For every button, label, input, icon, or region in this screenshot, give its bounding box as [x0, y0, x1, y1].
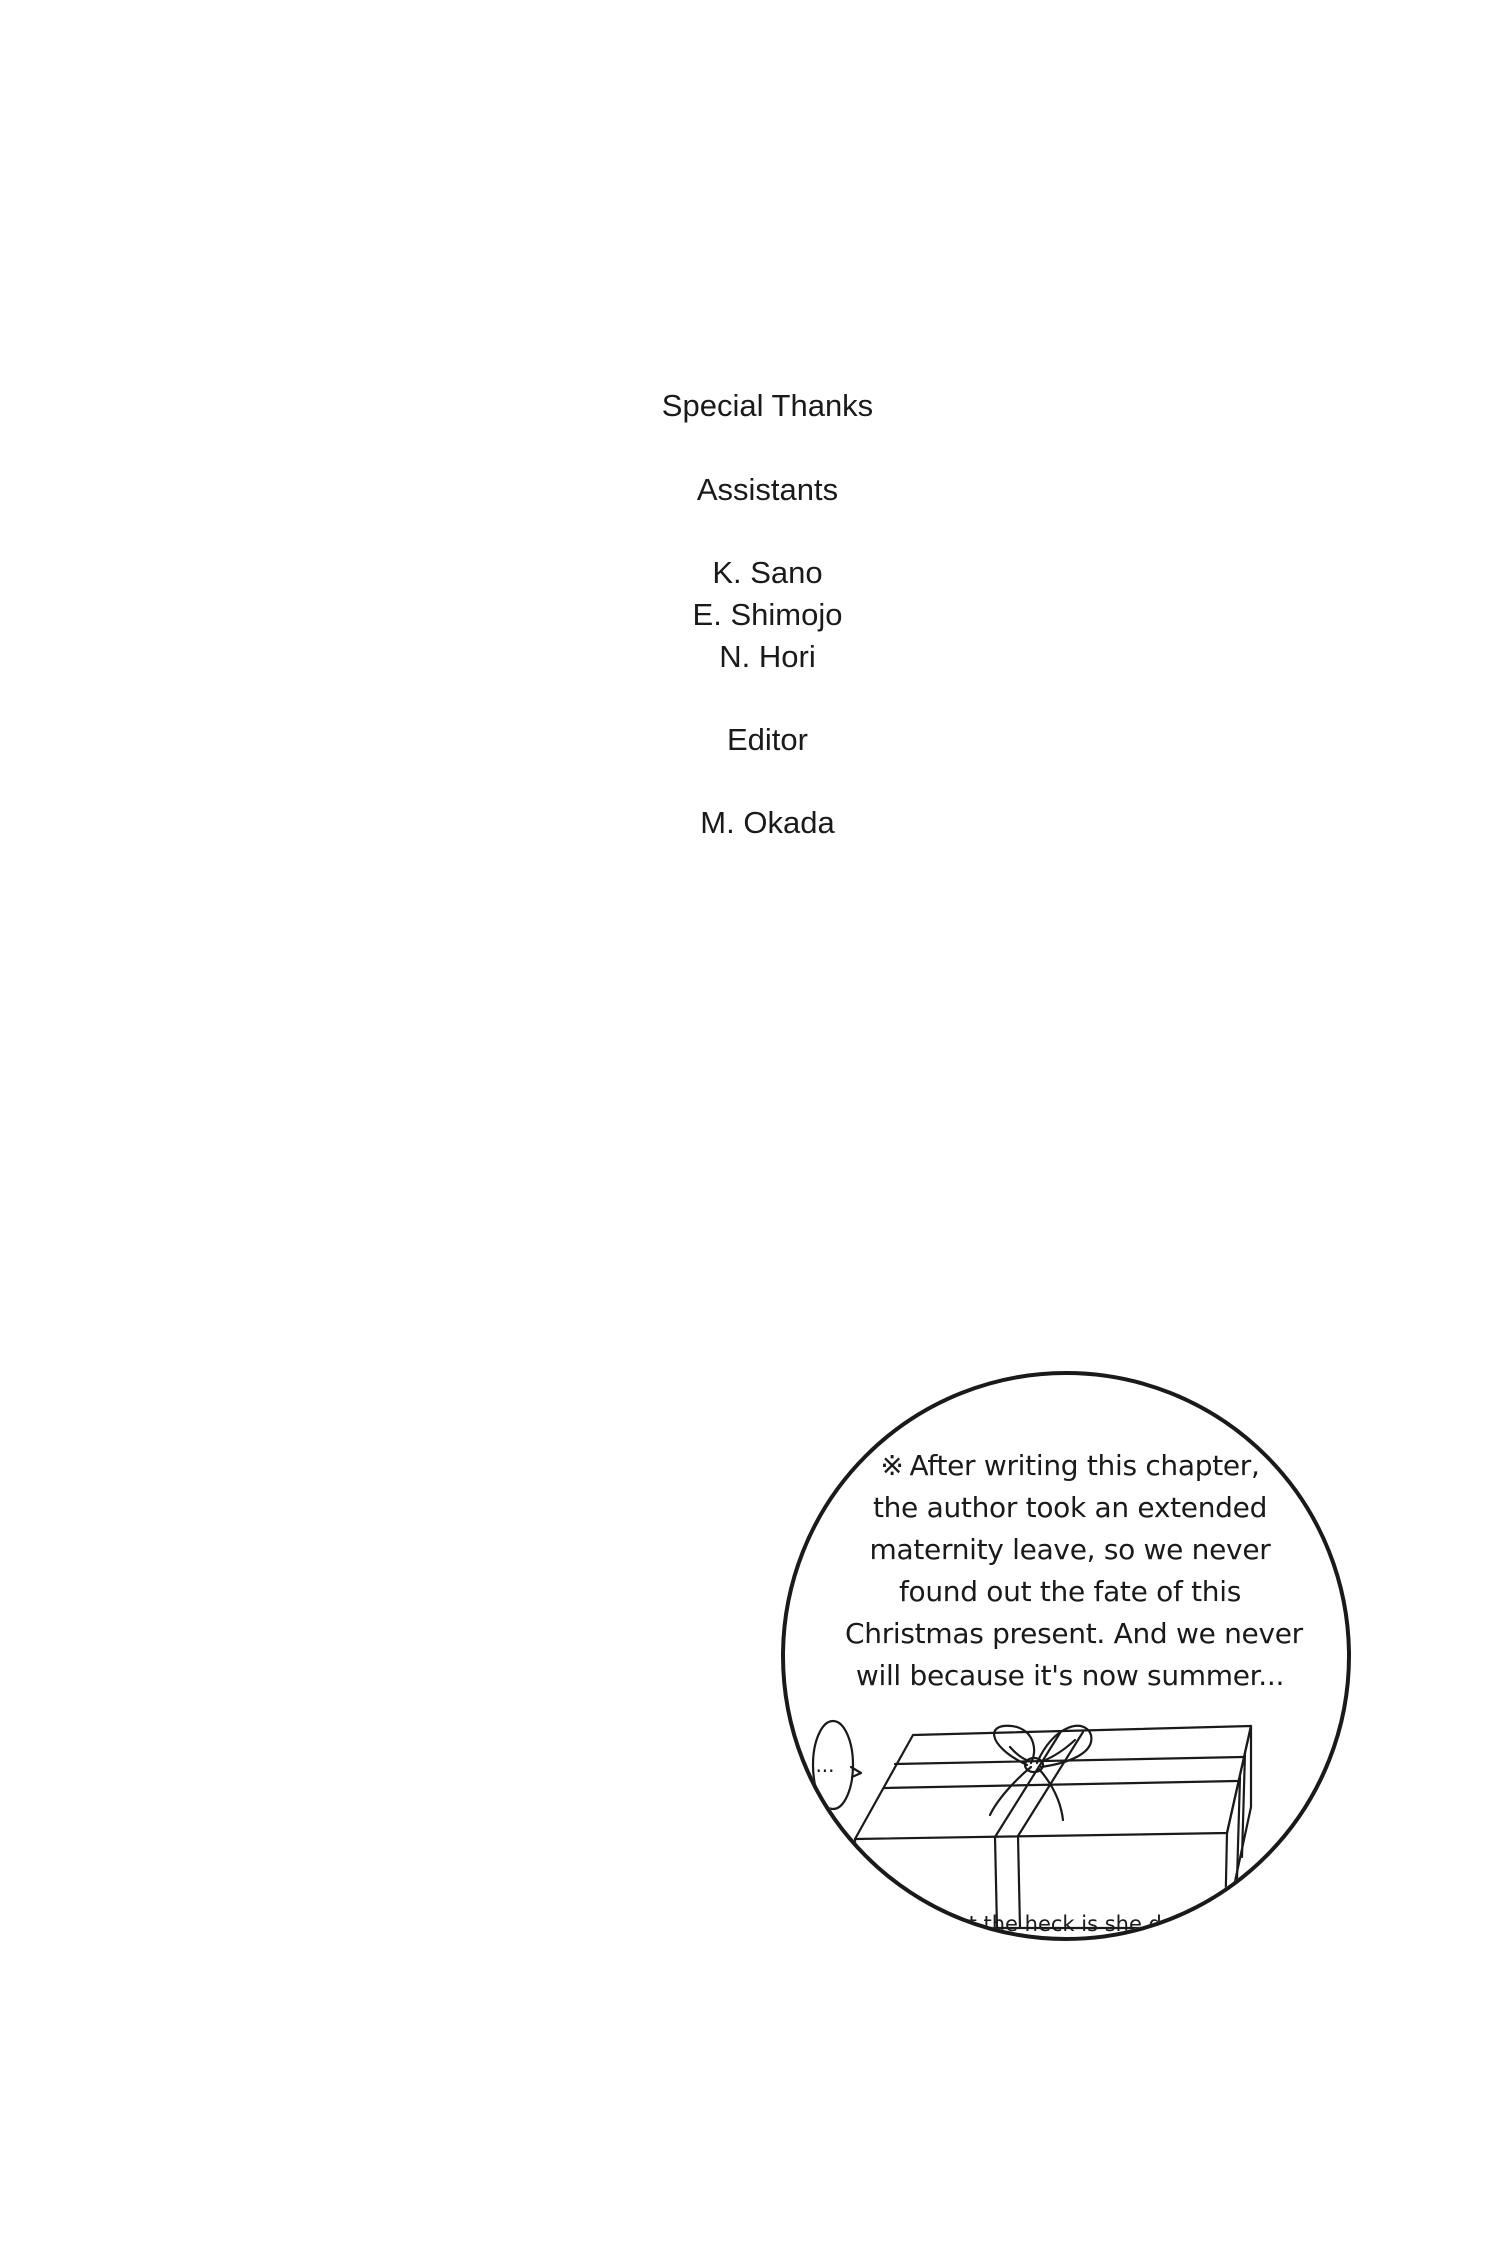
note-line: ※ After writing this chapter, — [880, 1449, 1260, 1482]
reference-mark-icon: ※ — [880, 1449, 904, 1482]
note-line: Christmas present. And we never — [845, 1617, 1303, 1650]
note-line: maternity leave, so we never — [869, 1533, 1271, 1566]
special-thanks-heading: Special Thanks — [661, 388, 874, 423]
illustration-caption: What the heck is she doing? — [921, 1912, 1219, 1936]
assistant-name: K. Sano — [712, 555, 823, 590]
assistant-name: E. Shimojo — [692, 597, 843, 632]
speech-bubble-text: ... — [815, 1753, 835, 1777]
editor-name: M. Okada — [700, 805, 835, 840]
assistants-heading: Assistants — [696, 472, 839, 507]
note-line: the author took an extended — [872, 1491, 1268, 1524]
editor-heading: Editor — [727, 722, 808, 757]
note-line: will because it's now summer... — [855, 1659, 1285, 1692]
gift-box-illustration — [785, 1375, 1351, 1941]
assistant-name: N. Hori — [719, 639, 816, 674]
author-note-circle — [781, 1371, 1351, 1941]
note-line: found out the fate of this — [898, 1575, 1242, 1608]
